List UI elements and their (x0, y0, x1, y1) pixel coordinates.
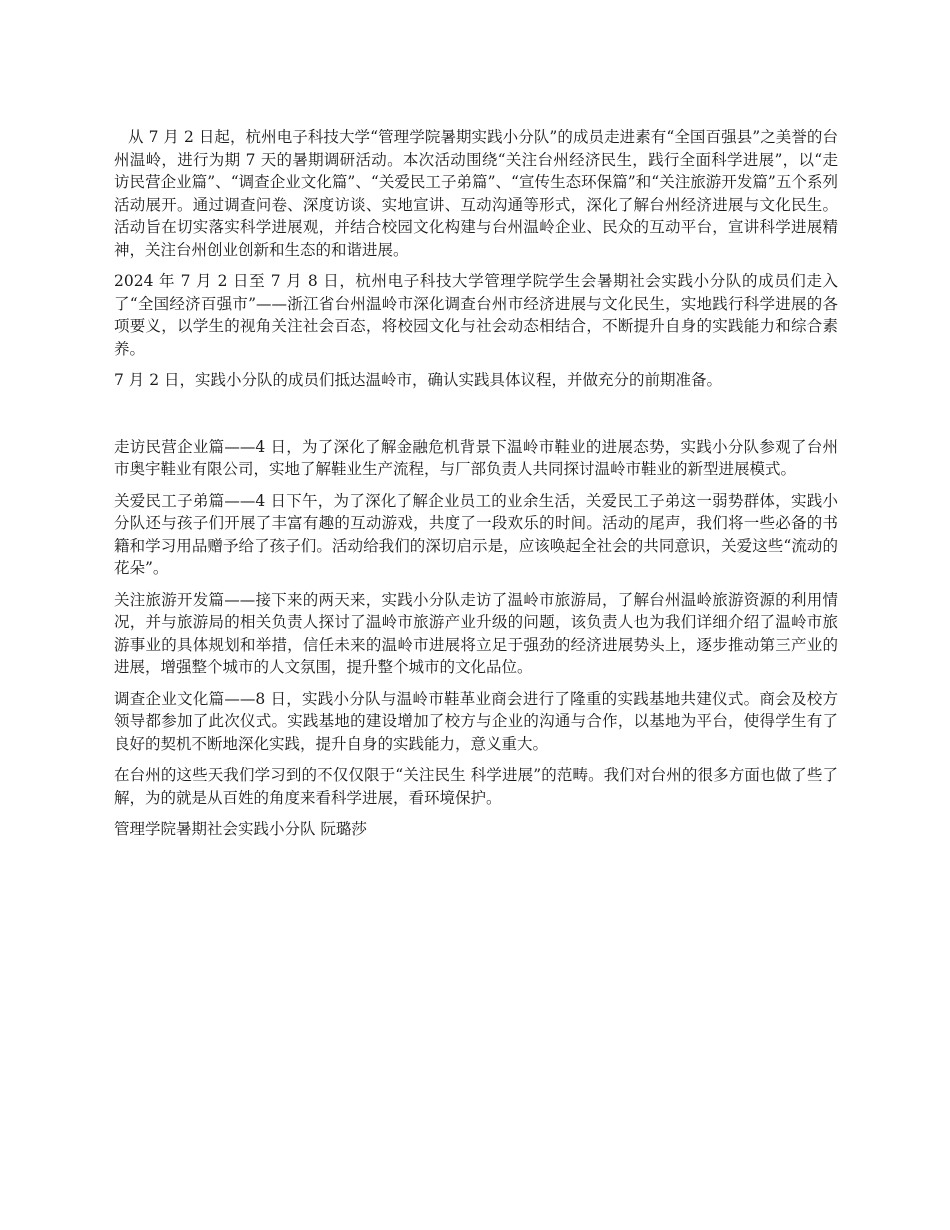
section-gap (114, 401, 838, 436)
enterprise-visit-paragraph: 走访民营企业篇——4 日，为了深化了解金融危机背景下温岭市鞋业的进展态势，实践小分队参观了台州市奥宇鞋业有限公司，实地了解鞋业生产流程，与厂部负责人共同探讨温岭市鞋业的新型进展模式。 (114, 437, 838, 478)
signature: 管理学院暑期社会实践小分队 阮璐莎 (114, 820, 367, 838)
document-body (114, 126, 838, 850)
date-range-paragraph: 2024 年 7 月 2 日至 7 月 8 日，杭州电子科技大学管理学院学生会暑期社会实践小分队的成员们走入了“全国经济百强市”——浙江省台州温岭市深化调查台州市经济进展与文化民生，实地践行科学进展的各项要义，以学生的视角关注社会百态，将校园文化与社会动态相结合，不断提升自身的实践能力和综合素养。 (114, 272, 838, 358)
reflection-paragraph: 在台州的这些天我们学习到的不仅仅限于“关注民生 科学进展”的范畴。我们对台州的很多方面也做了些了解，为的就是从百姓的角度来看科学进展，看环境保护。 (114, 766, 838, 807)
intro-paragraph: 从 7 月 2 日起，杭州电子科技大学“管理学院暑期实践小分队”的成员走进素有“全国百强县”之美誉的台州温岭，进行为期 7 天的暑期调研活动。本次活动围绕“关注台州经济民生，践行全面科学进展”，以“走访民营企业篇”、“调查企业文化篇”、“关爱民工子弟篇”、“宣传生态环保篇”和“关注旅游开发篇”五个系列活动展开。通过调查问卷、深度访谈、实地宣讲、互动沟通等形式，深化了解台州经济进展与文化民生。活动旨在切实落实科学进展观，并结合校园文化构建与台州温岭企业、民众的互动平台，宣讲科学进展精神，关注台州创业创新和生态的和谐进展。 (114, 128, 838, 259)
arrival-paragraph: 7 月 2 日，实践小分队的成员们抵达温岭市，确认实践具体议程，并做充分的前期准备。 (114, 371, 723, 389)
migrant-children-paragraph: 关爱民工子弟篇——4 日下午，为了深化了解企业员工的业余生活，关爱民工子弟这一弱势群体，实践小分队还与孩子们开展了丰富有趣的互动游戏，共度了一段欢乐的时间。活动的尾声，我们将一些必备的书籍和学习用品赠予给了孩子们。活动给我们的深切启示是，应该唤起全社会的共同意识，关爱这些“流动的花朵”。 (114, 491, 838, 577)
corporate-culture-paragraph: 调查企业文化篇——8 日，实践小分队与温岭市鞋革业商会进行了隆重的实践基地共建仪式。商会及校方领导都参加了此次仪式。实践基地的建设增加了校方与企业的沟通与合作，以基地为平台，使得学生有了良好的契机不断地深化实践，提升自身的实践能力，意义重大。 (114, 689, 838, 753)
tourism-paragraph: 关注旅游开发篇——接下来的两天来，实践小分队走访了温岭市旅游局，了解台州温岭旅游资源的利用情况，并与旅游局的相关负责人探讨了温岭市旅游产业升级的问题，该负责人也为我们详细介绍了温岭市旅游事业的具体规划和举措，信任未来的温岭市进展将立足于强劲的经济进展势头上，逐步推动第三产业的进展，增强整个城市的人文氛围，提升整个城市的文化品位。 (114, 590, 838, 676)
